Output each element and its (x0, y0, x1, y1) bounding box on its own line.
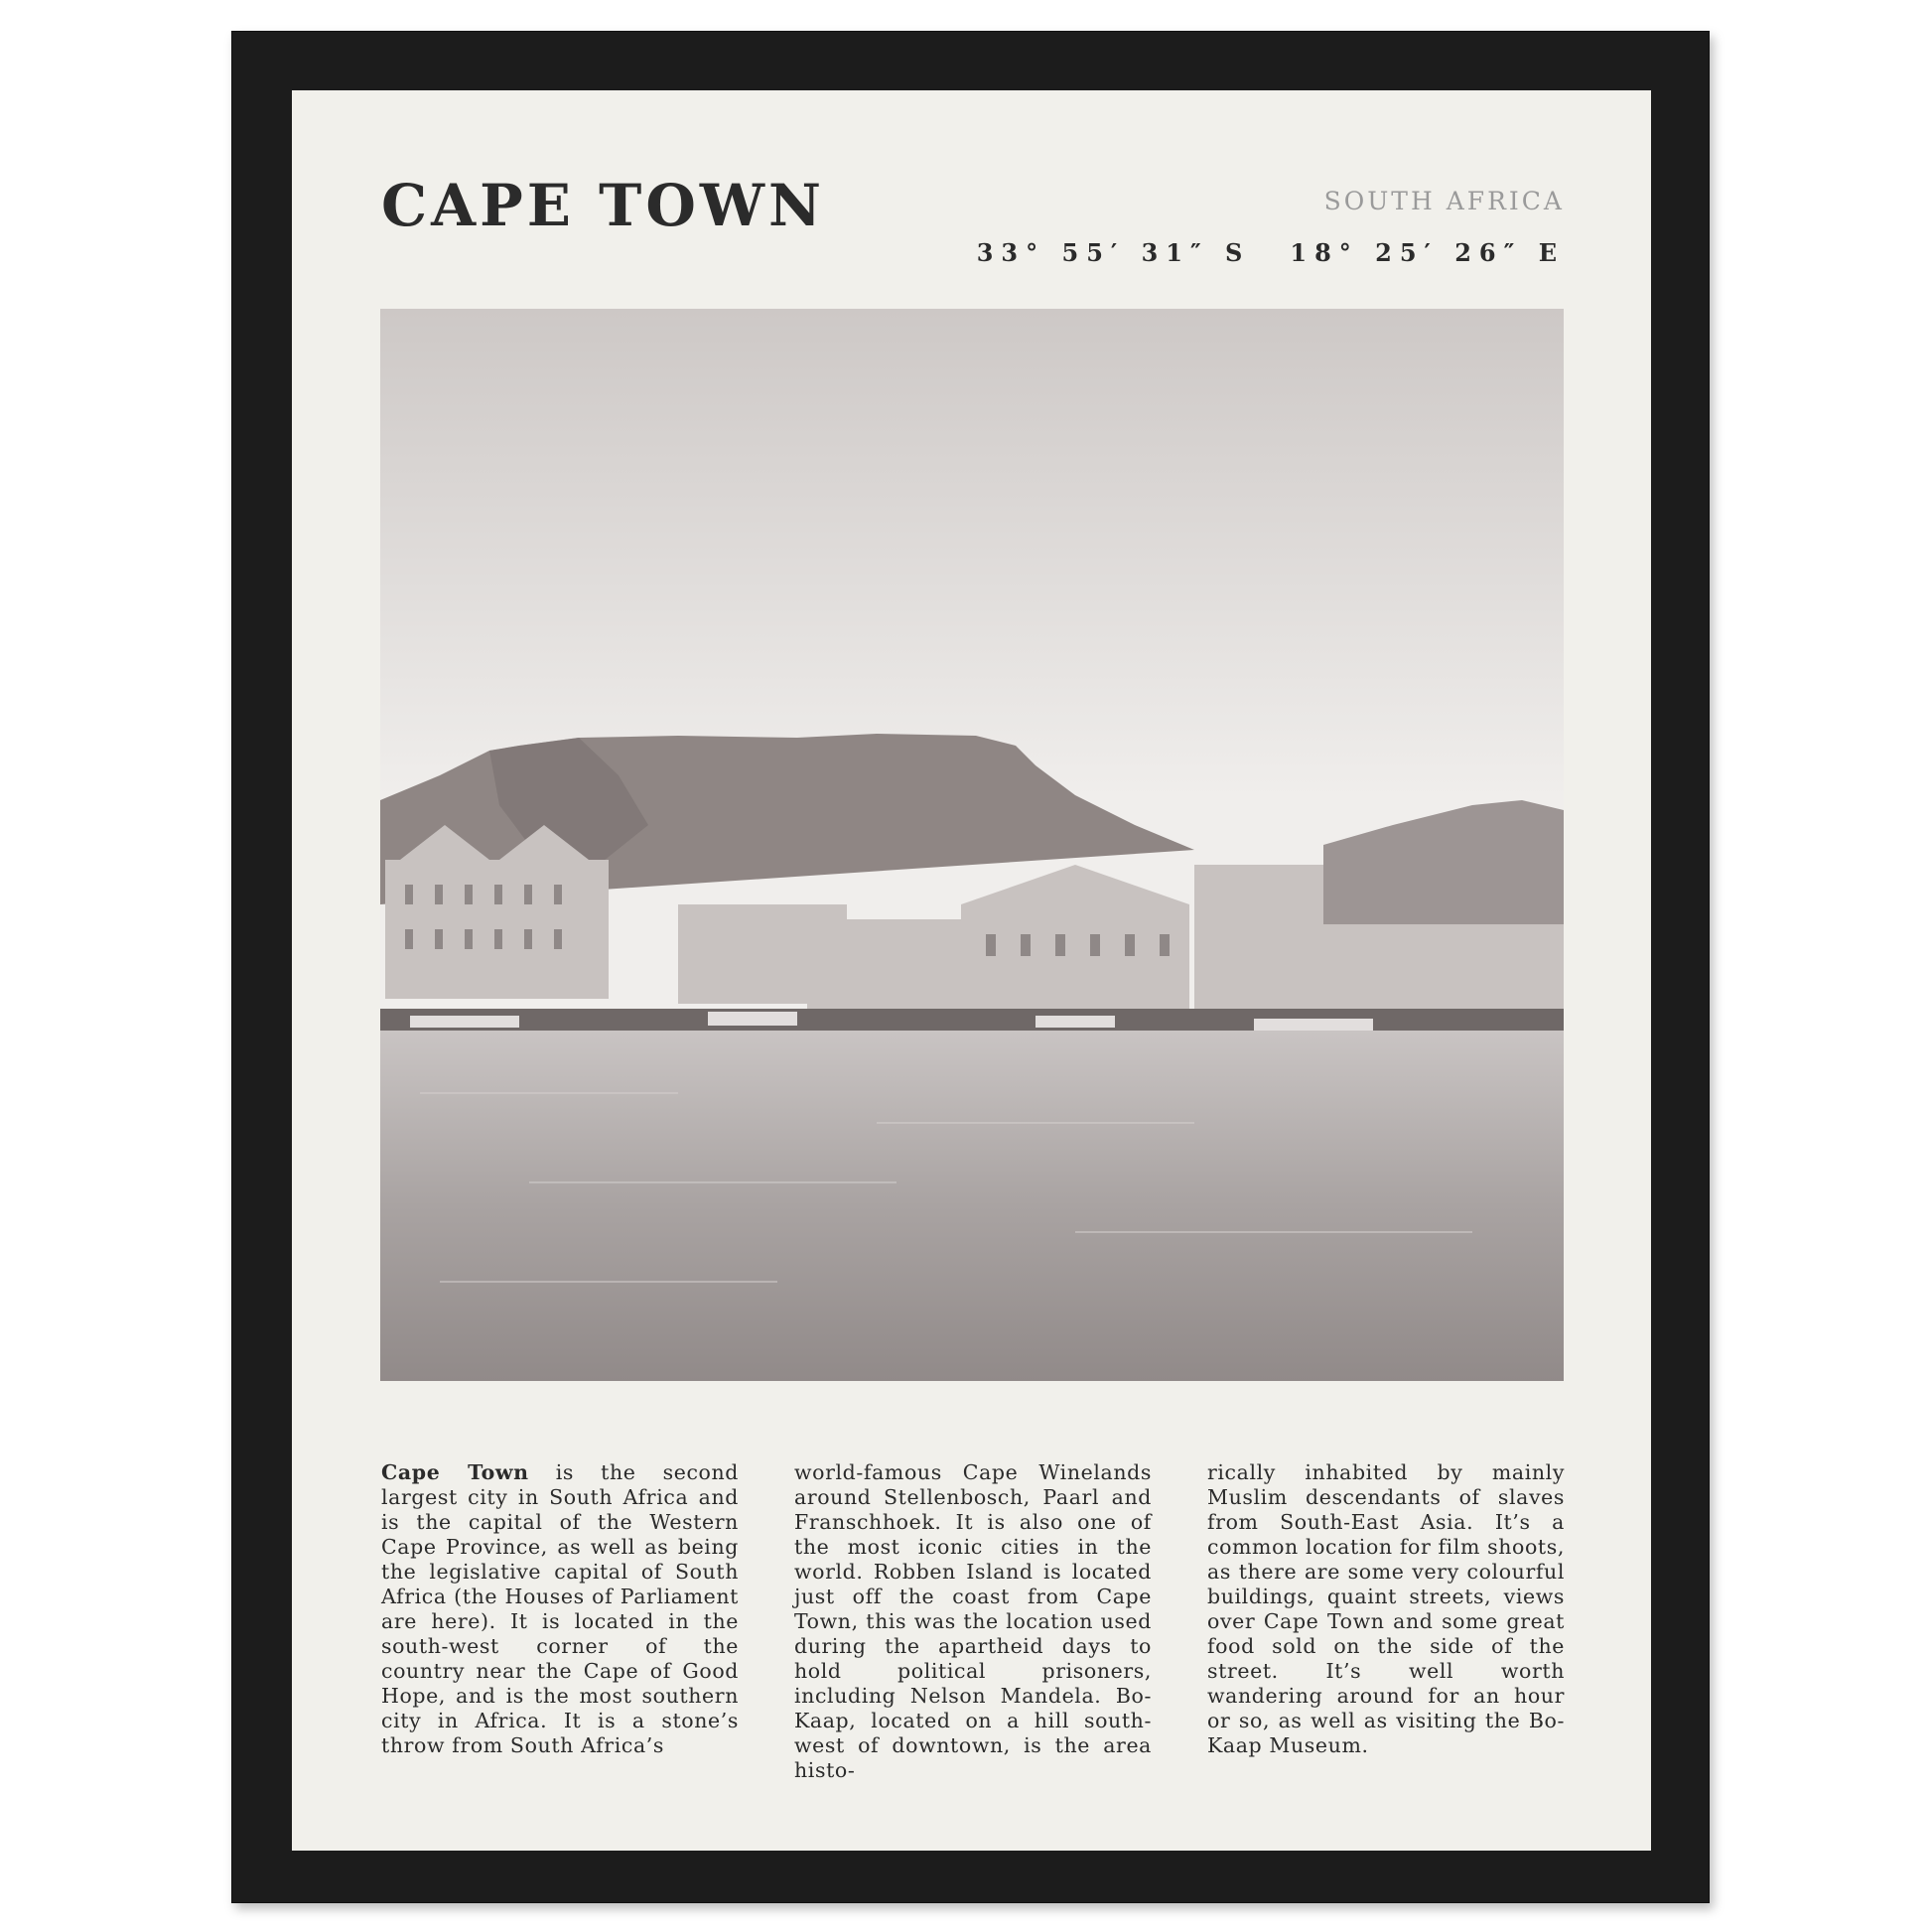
lead-term: Cape Town (381, 1460, 529, 1484)
description (381, 1460, 1565, 1783)
description-col-3: rically inhabited by mainly Muslim descendants of slaves from South-East Asia. It’s a common location for film shoots, as there are some very colourful buildings, quaint streets, views over Cape Town and some great food sold on the side of the street. It’s well worth wandering around for an hour or so, as well as visiting the Bo-Kaap Museum. (1207, 1460, 1566, 1757)
country-label: SOUTH AFRICA (1323, 187, 1565, 215)
table-mountain-illustration (380, 309, 1564, 1381)
harbour-photo (380, 309, 1564, 1381)
longitude: 18° 25′ 26″ E (1290, 238, 1565, 267)
description-col-1 (381, 1460, 739, 1783)
coordinates (977, 238, 1565, 267)
city-title: CAPE TOWN (381, 172, 826, 239)
water (380, 1031, 1564, 1381)
description-col-2: world-famous Cape Winelands around Stellenbosch, Paarl and Franschhoek. It is also one of the most iconic cities in the world. Robben Island is located just off the coast from Cape Town, this was the location used during the apartheid days to hold political prisoners, including Nelson Mandela. Bo-Kaap, located on a hill south-west of downtown, is the area histo- (794, 1460, 1152, 1782)
latitude: 33° 55′ 31″ S (976, 238, 1251, 267)
quay (380, 1009, 1564, 1031)
col-1-text: is the second largest city in South Africa and is the capital of the Western Cape Province, as well as being the legislative capital of South Africa (the Houses of Parliament are here). It is located in the south-west corner of the country near the Cape of Good Hope, and is the most southern city in Africa. It is a stone’s throw from South Africa’s (381, 1460, 740, 1757)
